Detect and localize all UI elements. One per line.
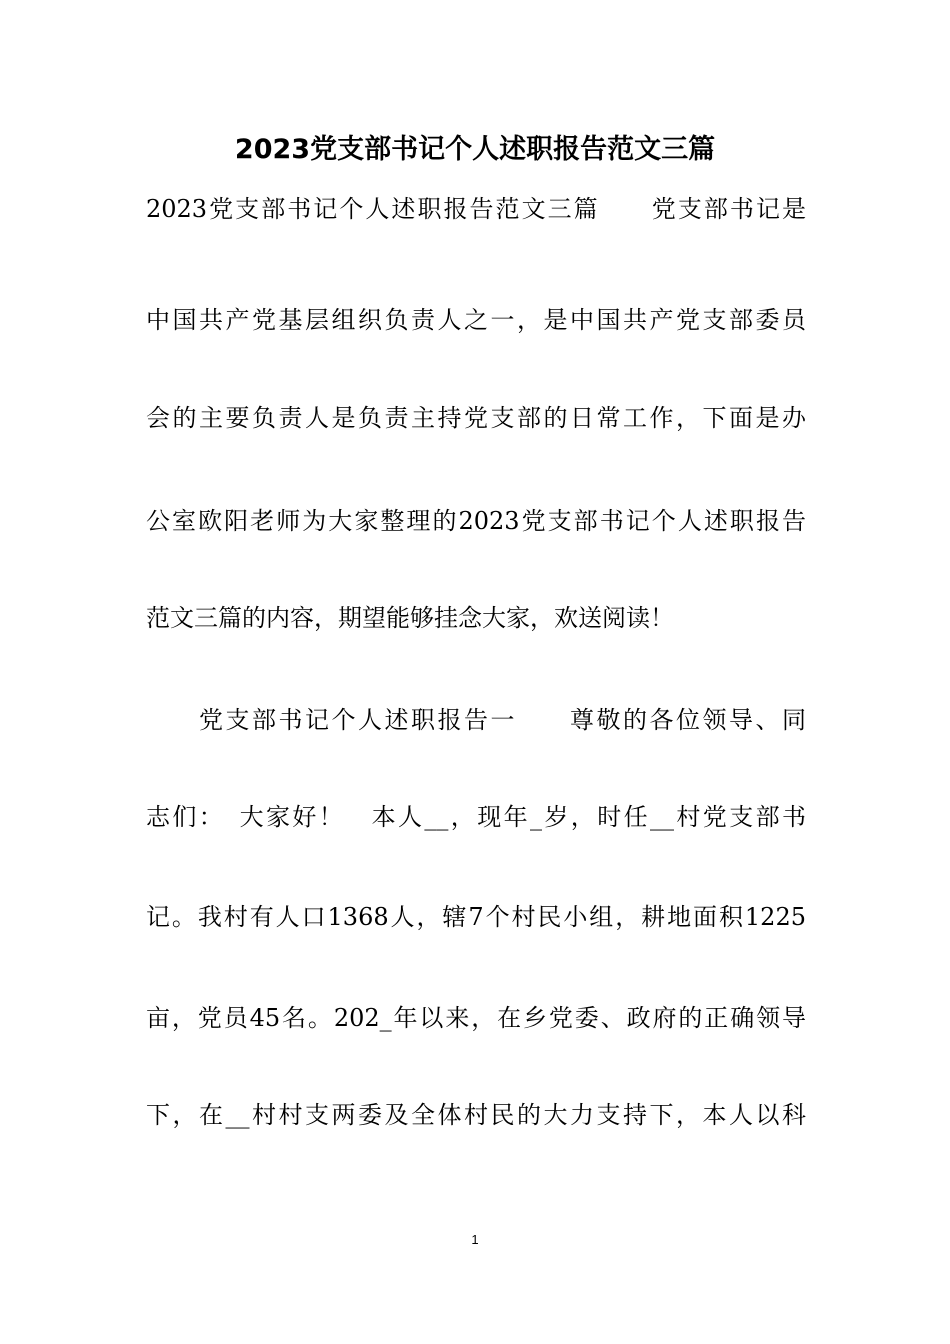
body-line-9: 亩，党员45名。202_年以来，在乡党委、政府的正确领导: [146, 1004, 806, 1032]
body-line-1: 2023党支部书记个人述职报告范文三篇 党支部书记是: [146, 195, 806, 223]
body-line-2: 中国共产党基层组织负责人之一，是中国共产党支部委员: [146, 306, 806, 334]
document-title: 2023党支部书记个人述职报告范文三篇: [234, 134, 716, 165]
body-line-5: 范文三篇的内容，期望能够挂念大家，欢送阅读！: [146, 604, 674, 632]
body-line-3: 会的主要负责人是负责主持党支部的日常工作，下面是办: [146, 404, 806, 432]
page-number: 1: [471, 1232, 479, 1247]
body-line-4: 公室欧阳老师为大家整理的2023党支部书记个人述职报告: [146, 507, 806, 535]
body-line-6: 党支部书记个人述职报告一 尊敬的各位领导、同: [146, 706, 806, 734]
body-line-7: 志们： 大家好！ 本人__，现年_岁，时任__村党支部书: [146, 803, 806, 831]
body-line-8: 记。我村有人口1368人，辖7个村民小组，耕地面积1225: [146, 903, 806, 931]
body-line-10: 下，在__村村支两委及全体村民的大力支持下，本人以科: [146, 1101, 806, 1129]
